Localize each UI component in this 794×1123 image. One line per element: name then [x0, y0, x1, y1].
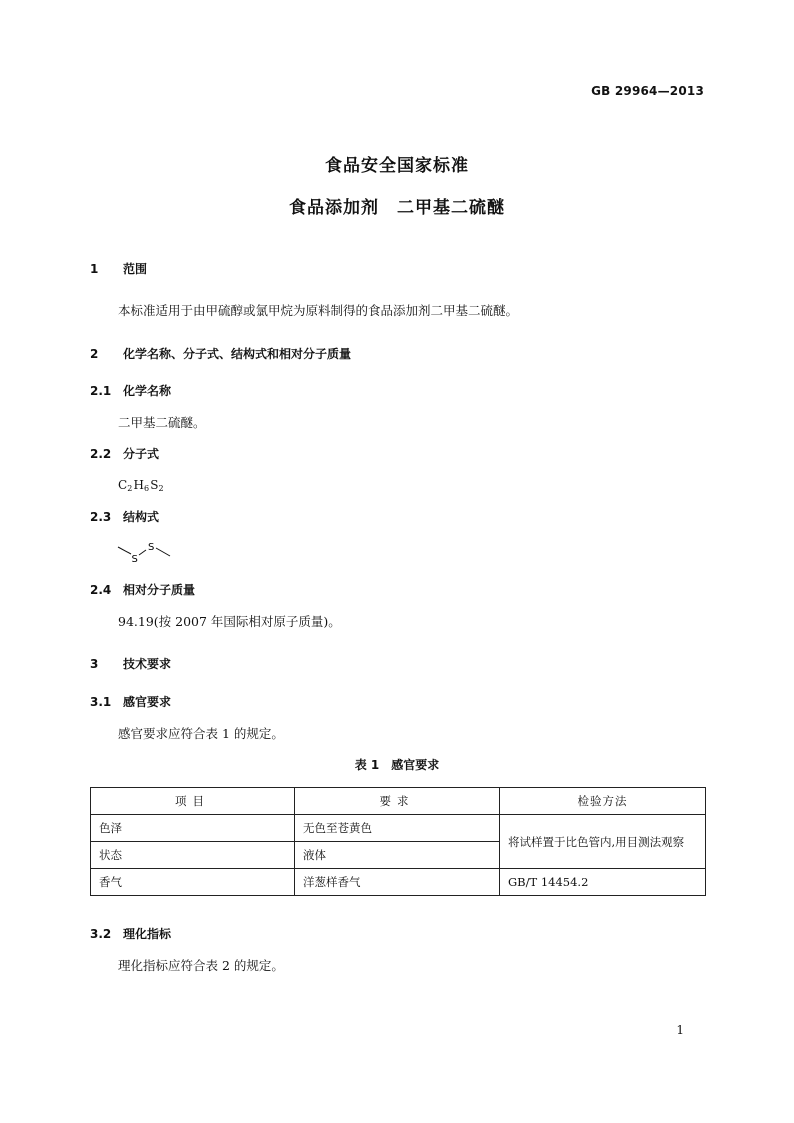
header-test-method: 检验方法 [500, 788, 706, 815]
table-row [91, 815, 706, 842]
section-title: 化学名称 [123, 384, 172, 398]
header-item: 项目 [91, 788, 295, 815]
document-subtitle: 食品添加剂 二甲基二硫醚 [289, 198, 505, 218]
section-number: 2.2 [90, 447, 112, 461]
section-number: 3.1 [90, 695, 112, 709]
section-number: 1 [90, 262, 99, 276]
sulfur-atom-lower: S [131, 554, 138, 564]
section-3-2-heading [90, 925, 171, 942]
section-2-heading [90, 345, 351, 362]
section-number: 3.2 [90, 927, 112, 941]
row-item-color: 色泽 [91, 815, 295, 842]
section-3-heading [90, 655, 171, 672]
section-title: 技术要求 [123, 657, 172, 671]
row-requirement-color: 无色至苍黄色 [295, 815, 500, 842]
standard-number: GB 29964—2013 [591, 84, 704, 98]
sulfur-atom-upper: S [148, 542, 155, 553]
molecular-formula: $C_2$ $H_6$ $S_2$ [118, 478, 164, 493]
section-number: 2.3 [90, 510, 112, 524]
row-method-color-state: 将试样置于比色管内,用目测法观察 [500, 815, 706, 869]
section-title: 分子式 [123, 447, 160, 461]
sensory-requirements-text: 感官要求应符合表 1 的规定。 [118, 726, 284, 741]
section-number: 2.4 [90, 583, 112, 597]
sensory-requirements-table [90, 787, 706, 896]
section-2-3-heading [90, 508, 159, 525]
section-number: 2.1 [90, 384, 112, 398]
page-number: 1 [676, 1023, 684, 1037]
header-requirement: 要求 [295, 788, 500, 815]
table-1-caption: 表 1 感官要求 [354, 758, 440, 772]
section-2-2-heading [90, 445, 159, 462]
section-number: 3 [90, 657, 99, 671]
physicochemical-text: 理化指标应符合表 2 的规定。 [118, 958, 284, 973]
section-title: 范围 [123, 262, 148, 276]
row-item-state: 状态 [91, 842, 295, 869]
row-requirement-state: 液体 [295, 842, 500, 869]
section-title: 感官要求 [123, 695, 172, 709]
section-1-text: 本标准适用于由甲硫醇或氯甲烷为原料制得的食品添加剂二甲基二硫醚。 [118, 303, 519, 318]
table-row [91, 869, 706, 896]
section-title: 化学名称、分子式、结构式和相对分子质量 [123, 347, 352, 361]
section-2-1-heading [90, 382, 171, 399]
chemical-name-text: 二甲基二硫醚。 [118, 415, 206, 430]
section-title: 理化指标 [123, 927, 172, 941]
section-number: 2 [90, 347, 99, 361]
row-item-aroma: 香气 [91, 869, 295, 896]
document-title: 食品安全国家标准 [325, 156, 469, 176]
molecular-mass-text: 94.19(按 2007 年国际相对原子质量)。 [118, 614, 341, 629]
section-title: 相对分子质量 [123, 583, 196, 597]
structural-formula [116, 538, 176, 564]
section-1-heading [90, 260, 147, 277]
table-header-row [91, 788, 706, 815]
section-2-4-heading [90, 581, 195, 598]
row-requirement-aroma: 洋葱样香气 [295, 869, 500, 896]
section-3-1-heading [90, 693, 171, 710]
section-title: 结构式 [123, 510, 160, 524]
row-method-aroma: GB/T 14454.2 [500, 869, 706, 896]
